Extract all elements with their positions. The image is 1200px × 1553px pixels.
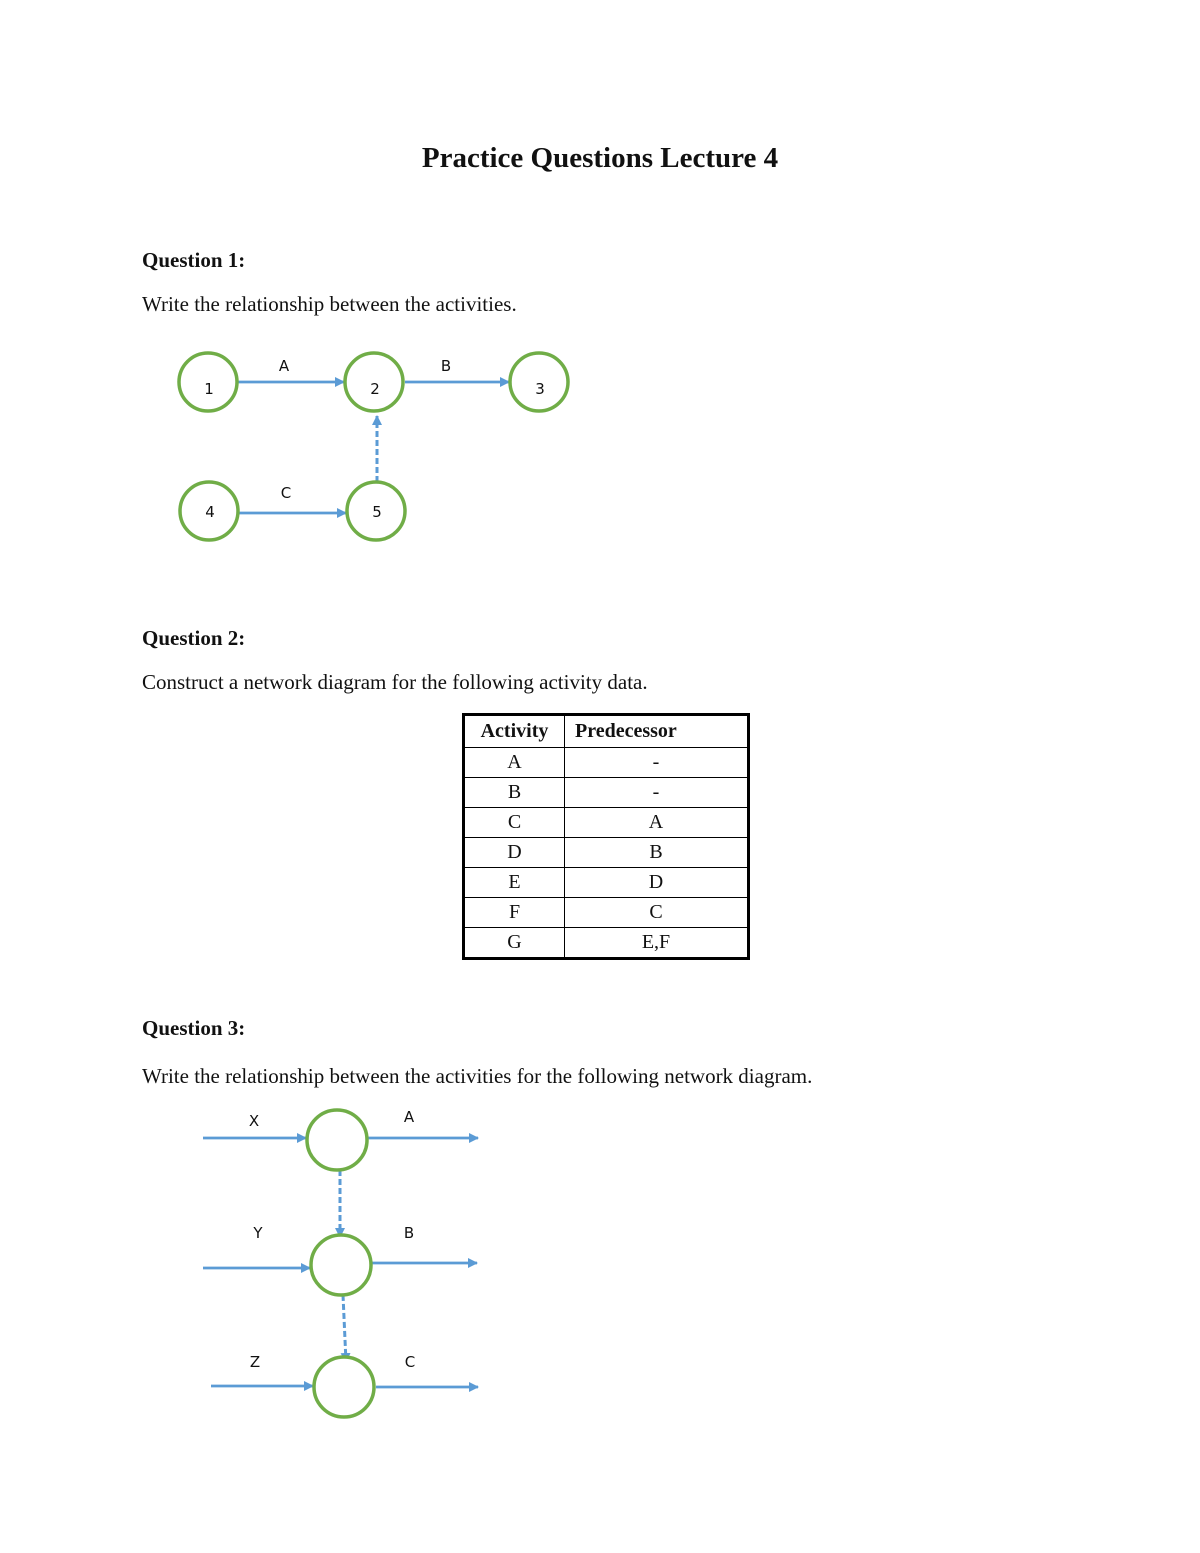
table-row xyxy=(464,778,749,808)
predecessor-cell: C xyxy=(565,898,749,928)
node-label-4: 4 xyxy=(205,503,215,521)
table-row xyxy=(464,808,749,838)
activity-label-a: A xyxy=(403,1108,415,1126)
activity-label-c: C xyxy=(404,1353,416,1371)
question-2-prompt: Construct a network diagram for the following activity data. xyxy=(142,670,648,694)
activity-label-b: B xyxy=(403,1224,415,1242)
activity-table xyxy=(462,713,750,960)
event-node-middle xyxy=(311,1235,371,1295)
activity-label-c: C xyxy=(280,484,292,502)
activity-cell: E xyxy=(464,868,565,898)
table-row xyxy=(464,868,749,898)
activity-label-x: X xyxy=(248,1112,260,1130)
predecessor-cell: D xyxy=(565,868,749,898)
dummy-arrow-2 xyxy=(343,1295,346,1362)
table-row xyxy=(464,838,749,868)
activity-cell: D xyxy=(464,838,565,868)
event-node-bottom xyxy=(314,1357,374,1417)
header-activity: Activity xyxy=(464,715,565,748)
node-label-5: 5 xyxy=(372,503,382,521)
activity-label-y: Y xyxy=(253,1224,263,1242)
page-title: Practice Questions Lecture 4 xyxy=(421,142,779,174)
header-predecessor: Predecessor xyxy=(565,715,749,748)
question-2-heading: Question 2: xyxy=(142,626,246,650)
event-node-top xyxy=(307,1110,367,1170)
activity-cell: F xyxy=(464,898,565,928)
question-1-prompt: Write the relationship between the activities. xyxy=(142,292,517,316)
activity-cell: G xyxy=(464,928,565,959)
table-row xyxy=(464,898,749,928)
node-label-3: 3 xyxy=(535,380,545,398)
question-1-network-diagram xyxy=(0,330,1200,590)
predecessor-cell: - xyxy=(565,778,749,808)
activity-label-a: A xyxy=(278,357,290,375)
predecessor-cell: - xyxy=(565,748,749,778)
activity-cell: C xyxy=(464,808,565,838)
predecessor-cell: A xyxy=(565,808,749,838)
predecessor-cell: E,F xyxy=(565,928,749,959)
node-label-2: 2 xyxy=(370,380,380,398)
table-row xyxy=(464,928,749,959)
question-3-heading: Question 3: xyxy=(142,1016,246,1040)
predecessor-cell: B xyxy=(565,838,749,868)
activity-cell: B xyxy=(464,778,565,808)
activity-cell: A xyxy=(464,748,565,778)
activity-label-z: Z xyxy=(249,1353,261,1371)
question-3-prompt: Write the relationship between the activities for the following network diagram. xyxy=(142,1064,813,1088)
table-row xyxy=(464,748,749,778)
table-header-row xyxy=(464,715,749,748)
question-1-heading: Question 1: xyxy=(142,248,246,272)
question-3-network-diagram xyxy=(0,1100,1200,1440)
node-label-1: 1 xyxy=(204,380,214,398)
activity-label-b: B xyxy=(440,357,452,375)
